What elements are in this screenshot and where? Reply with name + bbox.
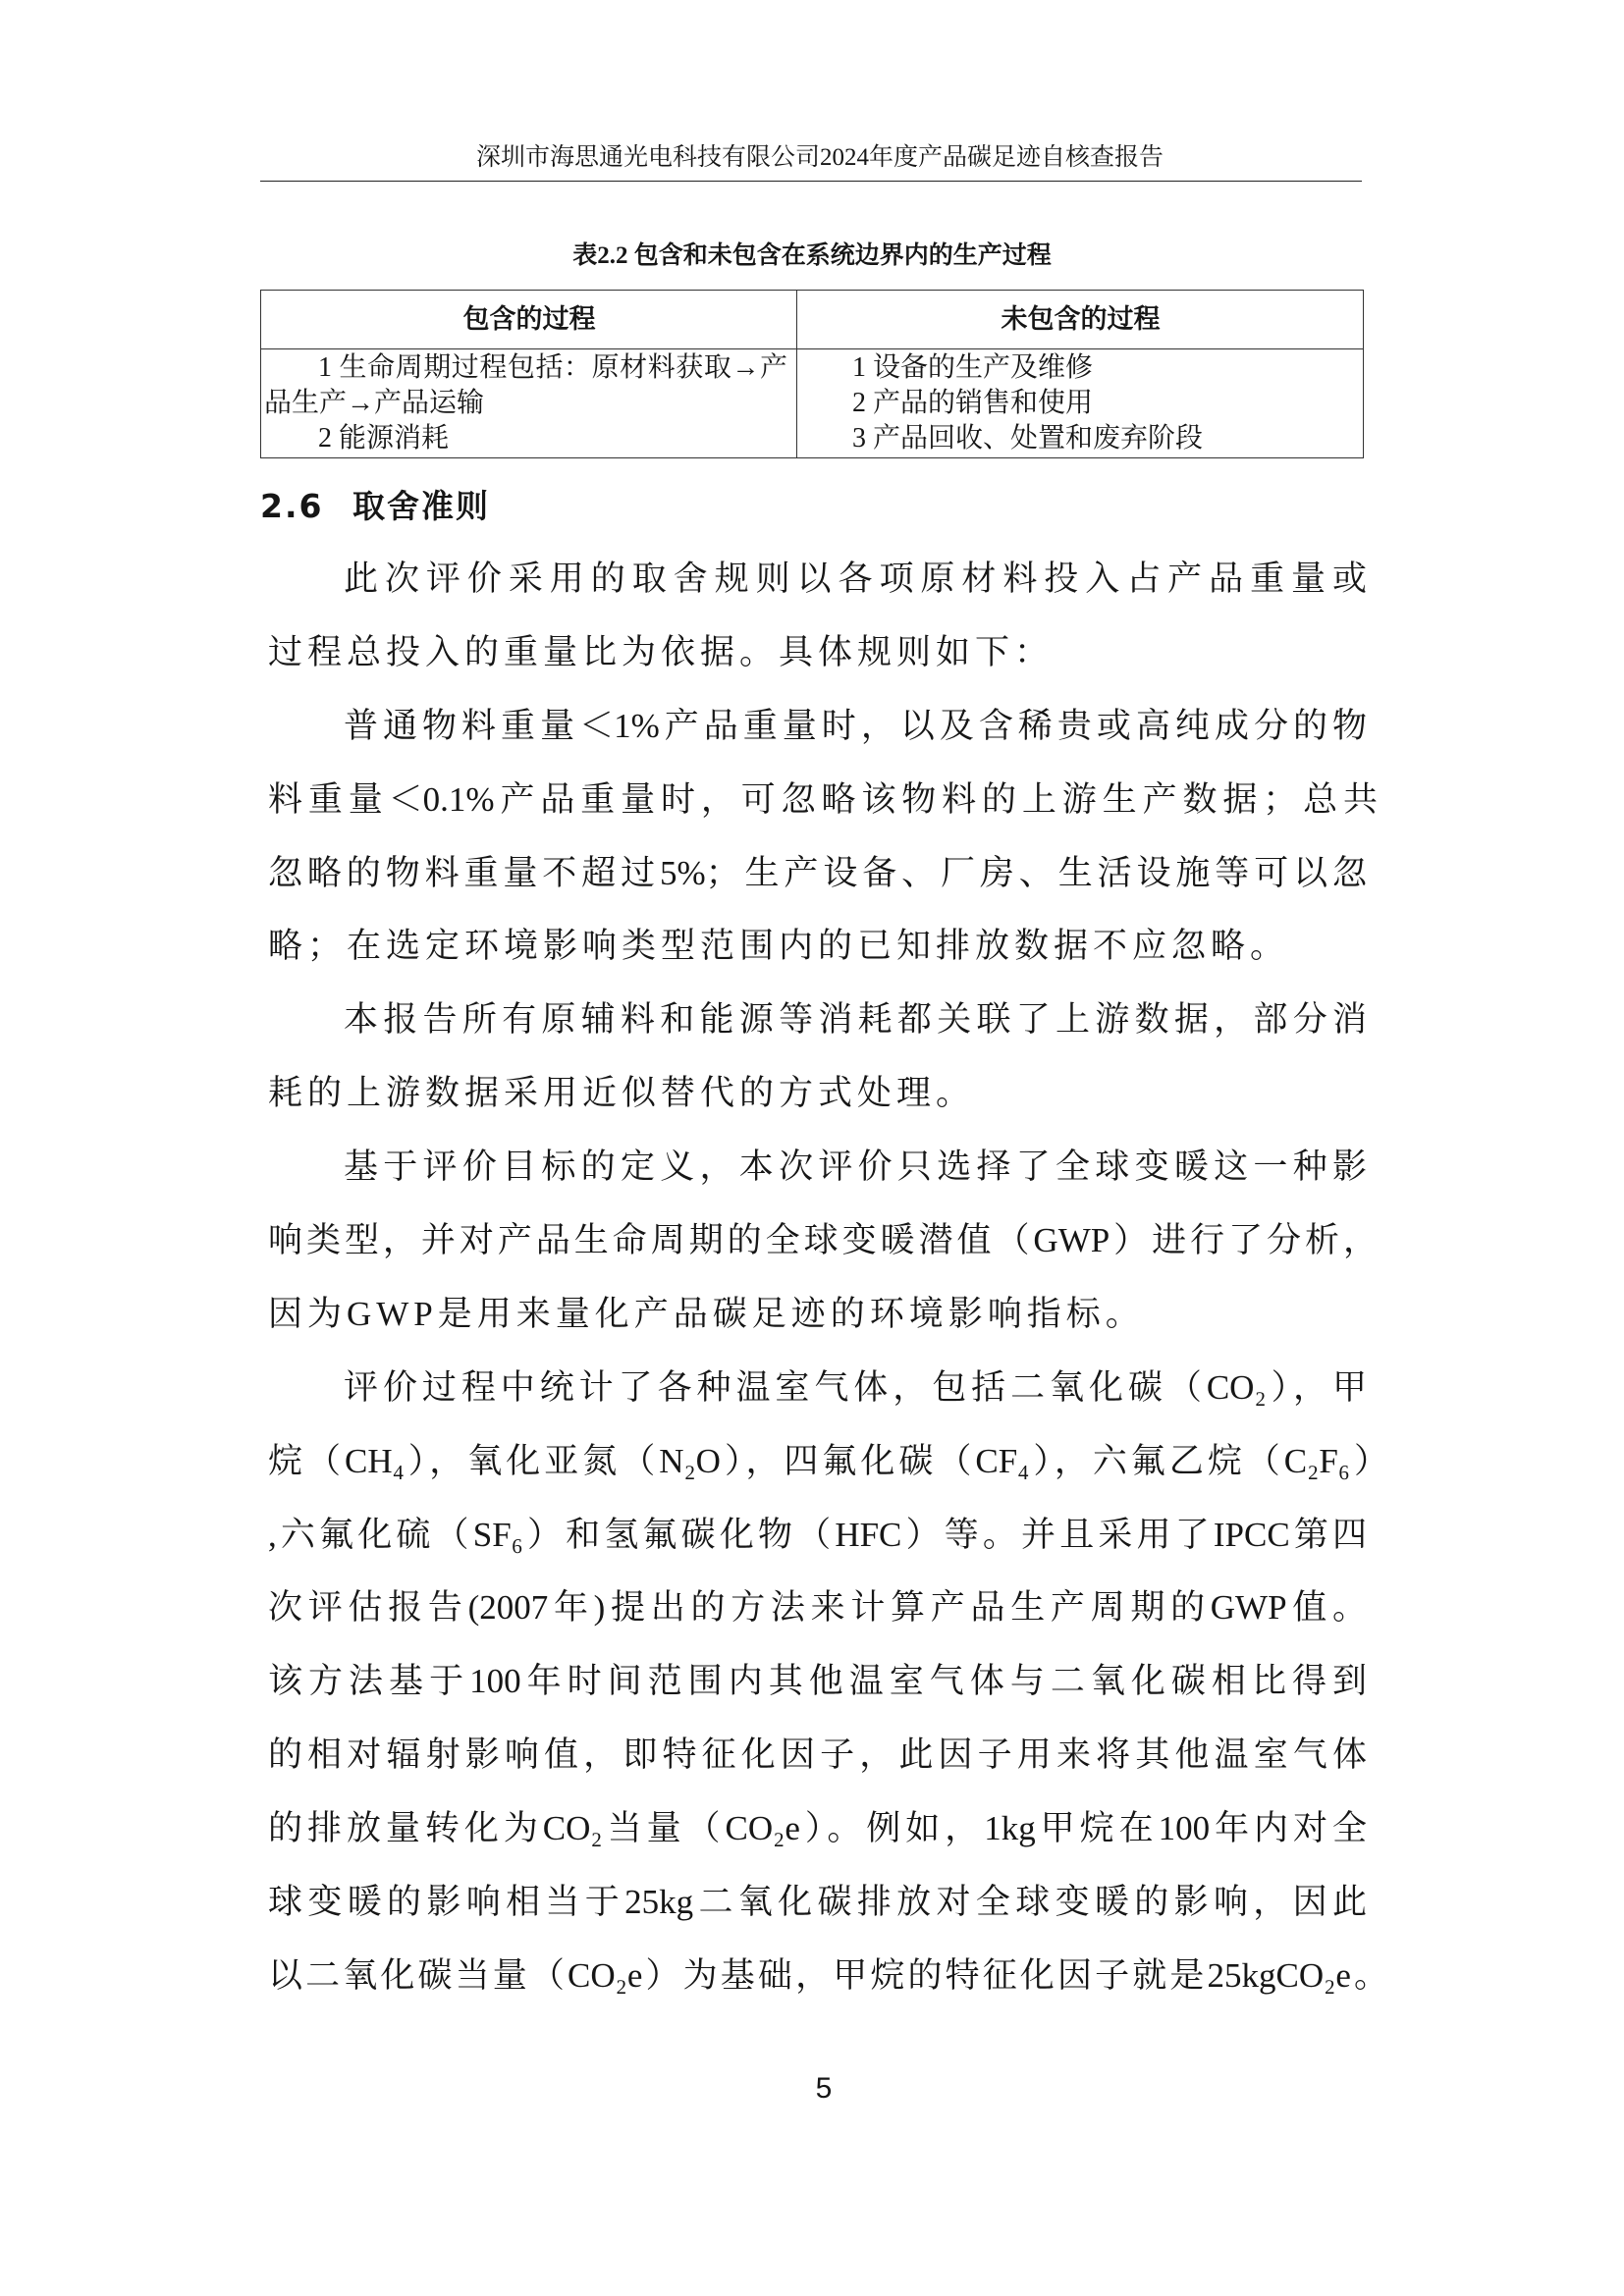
body-line: 的相对辐射影响值，即特征化因子，此因子用来将其他温室气体 [268, 1735, 1367, 1775]
excluded-item: 3 产品回收、处置和废弃阶段 [852, 423, 1204, 454]
body-line: 普通物料重量＜1%产品重量时，以及含稀贵或高纯成分的物 [344, 706, 1367, 745]
body-line: 耗的上游数据采用近似替代的方式处理。 [268, 1074, 976, 1113]
body-line: 料重量＜0.1%产品重量时，可忽略该物料的上游生产数据；总共 [268, 779, 1378, 819]
body-line: 的排放量转化为CO₂当量（CO₂e）。例如，1kg甲烷在100年内对全 [268, 1809, 1367, 1848]
excluded-cell [798, 349, 1363, 456]
included-cell [261, 349, 797, 456]
body-line: 烷（CH₄），氧化亚氮（N₂O），四氟化碳（CF₄），六氟乙烷（C₂F₆） [268, 1441, 1388, 1480]
body-line: 该方法基于100年时间范围内其他温室气体与二氧化碳相比得到 [268, 1662, 1367, 1701]
included-item: 1 生命周期过程包括：原材料获取→产品生产→产品运输 [264, 352, 787, 418]
column-header-excluded: 未包含的过程 [1001, 304, 1161, 334]
body-line: 评价过程中统计了各种温室气体，包括二氧化碳（CO₂），甲 [344, 1367, 1367, 1407]
body-line: 过程总投入的重量比为依据。具体规则如下： [268, 632, 1055, 671]
boundary-table [260, 290, 1364, 458]
section-heading: 2.6 取舍准则 [260, 487, 490, 525]
excluded-item: 1 设备的生产及维修 [852, 352, 1094, 383]
body-line: 因为GWP是用来量化产品碳足迹的环境影响指标。 [268, 1294, 1145, 1333]
body-line: 响类型，并对产品生命周期的全球变暖潜值（GWP）进行了分析， [268, 1221, 1378, 1260]
running-header-title: 深圳市海思通光电科技有限公司2024年度产品碳足迹自核查报告 [475, 144, 1164, 171]
body-line: 忽略的物料重量不超过5%；生产设备、厂房、生活设施等可以忽 [268, 853, 1367, 892]
table-caption: 表2.2 包含和未包含在系统边界内的生产过程 [572, 242, 1052, 269]
page-number: 5 [815, 2072, 833, 2105]
body-line: 球变暖的影响相当于25kg二氧化碳排放对全球变暖的影响，因此 [268, 1883, 1367, 1922]
body-line: 以二氧化碳当量（CO₂e）为基础，甲烷的特征化因子就是25kgCO₂e。 [268, 1955, 1388, 1995]
excluded-item: 2 产品的销售和使用 [852, 388, 1094, 418]
column-header-included: 包含的过程 [462, 304, 596, 334]
section-body [268, 543, 1388, 2013]
body-line: 本报告所有原辅料和能源等消耗都关联了上游数据，部分消 [344, 1000, 1367, 1040]
included-item: 2 能源消耗 [318, 423, 450, 454]
body-line: 基于评价目标的定义，本次评价只选择了全球变暖这一种影 [344, 1148, 1367, 1187]
header-rule [260, 181, 1362, 182]
body-line: 次评估报告(2007年)提出的方法来计算产品生产周期的GWP值。 [268, 1588, 1367, 1628]
body-line: ,六氟化硫（SF₆）和氢氟碳化物（HFC）等。并且采用了IPCC第四 [268, 1515, 1367, 1554]
body-line: 此次评价采用的取舍规则以各项原材料投入占产品重量或 [344, 560, 1367, 598]
body-line: 略；在选定环境影响类型范围内的已知排放数据不应忽略。 [268, 927, 1290, 966]
